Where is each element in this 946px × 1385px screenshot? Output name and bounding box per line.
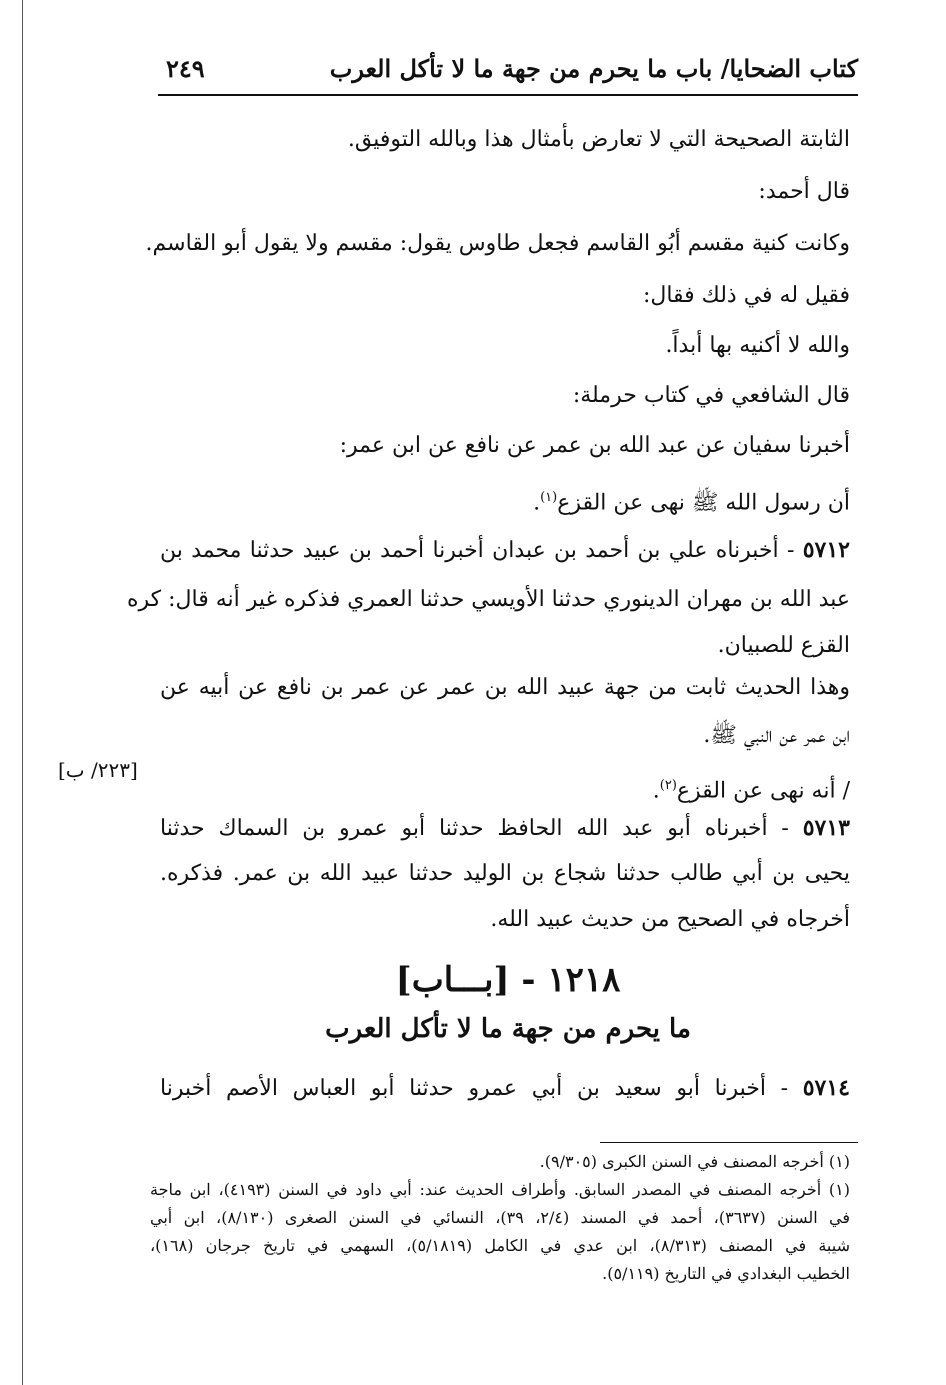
hadith-number: ٥٧١٣ — [802, 815, 850, 841]
line-text: / أنه نهى عن القزع — [676, 778, 850, 804]
text-line: قال الشافعي في كتاب حرملة: — [572, 383, 850, 408]
hadith-5713-line-3: أخرجاه في الصحيح من حديث عبيد الله. — [490, 907, 850, 932]
hadith-5714-line-1 — [160, 1066, 850, 1111]
footnote-1: (١) أخرجه المصنف في السنن الكبرى (٩/٣٠٥). — [539, 1152, 850, 1171]
line-end: . — [533, 490, 541, 516]
footnote-2-line-4: الخطيب البغدادي في التاريخ (٥/١١٩). — [602, 1264, 850, 1283]
line-end: . — [652, 778, 660, 804]
text-line: قال أحمد: — [758, 179, 850, 204]
header-title: كتاب الضحايا/ باب ما يحرم من جهة ما لا تأكل العرب — [329, 54, 858, 83]
hadith-5712-line-1 — [160, 528, 850, 573]
text-line: والله لا أكنيه بها أبداً. — [665, 333, 850, 358]
footnote-2-line-2: في السنن (٣٦٣٧)، أحمد في المسند (٢/٤، ٣٩)، النسائي في السنن الصغرى (٨/١٣٠)، ابن أبي — [150, 1208, 851, 1227]
footnote-ref: (١) — [540, 490, 558, 505]
hadith-5713-line-1 — [160, 806, 850, 851]
manuscript-folio-marker: [٢٢٣/ ب] — [58, 758, 138, 782]
chapter-number: ١٢١٨ - [بـــاب] — [395, 960, 621, 1000]
paragraph-line-1: وهذا الحديث ثابت من جهة عبيد الله بن عمر عن عمر بن نافع عن أبيه عن — [160, 675, 850, 700]
text-line: أخبرنا سفيان عن عبد الله بن عمر عن نافع عن ابن عمر: — [339, 433, 850, 458]
page-number: ٢٤٩ — [166, 54, 205, 83]
hadith-text: - أخبرناه أبو عبد الله الحافظ حدثنا أبو عمرو بن السماك حدثنا — [160, 816, 789, 841]
paragraph-line-2: ابن عمر عن النبي ﷺ. — [703, 723, 850, 748]
hadith-5712-line-3: القزع للصبيان. — [717, 633, 850, 658]
header-rule — [158, 94, 858, 96]
footnote-2-line-1: (١) أخرجه المصنف في المصدر السابق. وأطراف الحديث عند: أبي داود في السنن (٤١٩٣)، ابن ماجة — [150, 1180, 850, 1199]
footnote-2-line-3: شيبة في المصنف (٨/٣١٣)، ابن عدي في الكامل (٥/١٨١٩)، السهمي في تاريخ جرجان (١٦٨)، — [150, 1236, 850, 1255]
running-header — [158, 50, 858, 94]
chapter-title: ما يحرم من جهة ما لا تأكل العرب — [325, 1014, 691, 1044]
text-line: وكانت كنية مقسم أبُو القاسم فجعل طاوس يقول: مقسم ولا يقول أبو القاسم. — [145, 231, 850, 256]
hadith-number: ٥٧١٤ — [802, 1075, 850, 1101]
text-line — [160, 476, 850, 525]
text-line: الثابتة الصحيحة التي لا تعارض بأمثال هذا وبالله التوفيق. — [347, 127, 850, 152]
hadith-5713-line-2: يحيى بن أبي طالب حدثنا شجاع بن الوليد حدثنا عبيد الله بن عمر. فذكره. — [160, 861, 850, 886]
line-text: أن رسول الله ﷺ نهى عن القزع — [557, 490, 850, 516]
hadith-text: - أخبرنا أبو سعيد بن أبي عمرو حدثنا أبو العباس الأصم أخبرنا — [160, 1076, 789, 1101]
footnote-ref: (٢) — [659, 778, 677, 793]
hadith-5712-line-2: عبد الله بن مهران الدينوري حدثنا الأويسي حدثنا العمري فذكره غير أنه قال: كره — [126, 587, 850, 612]
text-line: فقيل له في ذلك فقال: — [642, 283, 850, 308]
footnote-rule — [600, 1142, 858, 1143]
hadith-number: ٥٧١٢ — [802, 537, 850, 563]
hadith-text: - أخبرناه علي بن أحمد بن عبدان أخبرنا أحمد بن عبيد حدثنا محمد بن — [160, 538, 795, 563]
scan-edge-line — [22, 0, 23, 1385]
